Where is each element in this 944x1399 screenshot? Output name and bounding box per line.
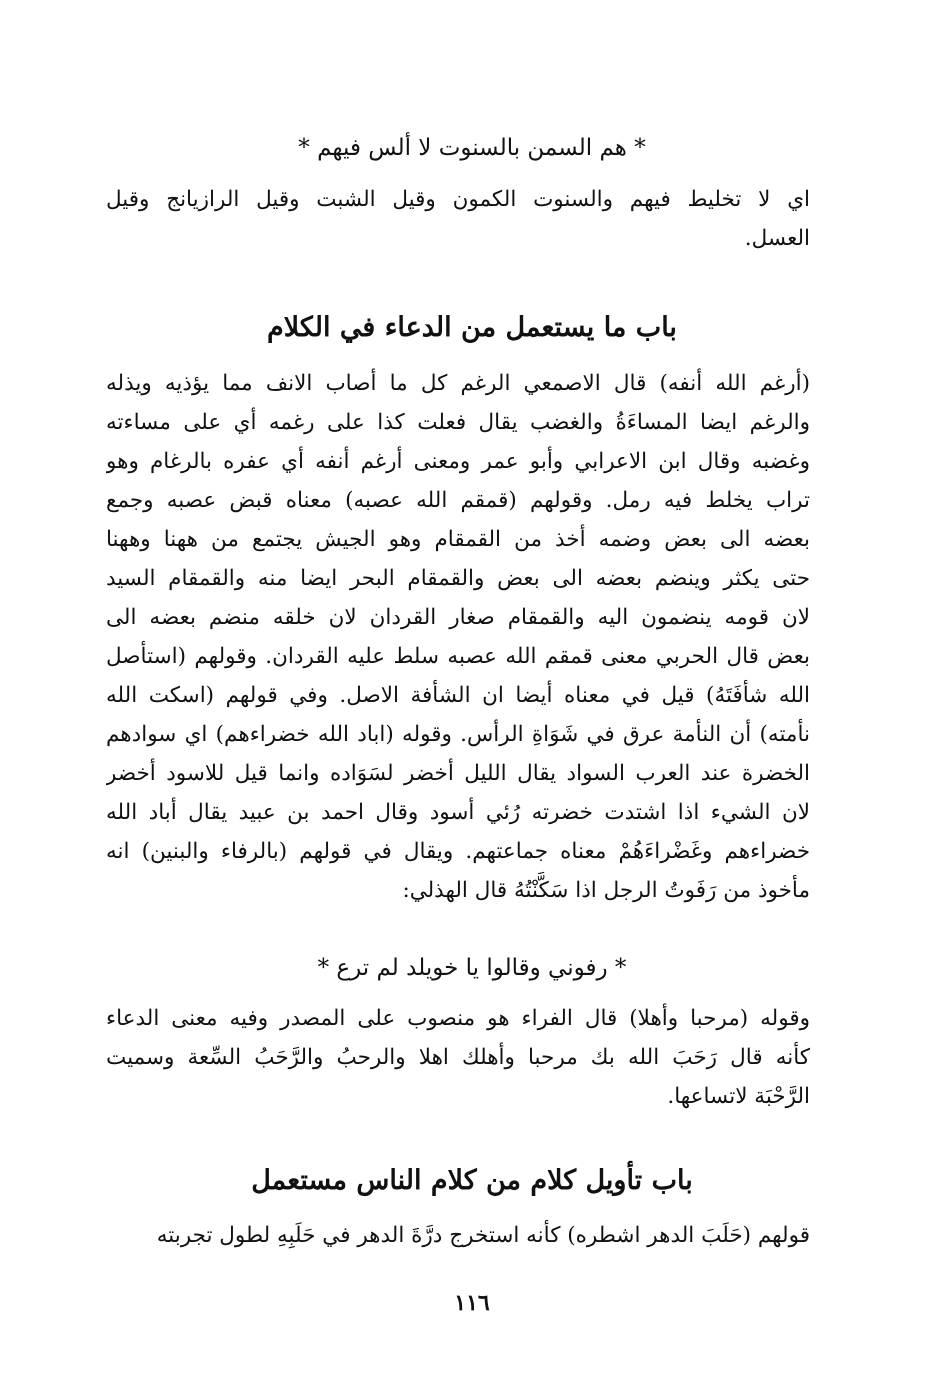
paragraph-2 (106, 364, 810, 910)
text-line: حتى يكثر وينضم بعضه الى بعض والقمقام البحر ايضا منه والقمقام السيد (106, 566, 810, 591)
text-line: تراب يخلط فيه رمل. وقولهم (قمقم الله عصبه) معناه قبض عصبه وجمع (106, 488, 810, 513)
text-line: بعض قال الحربي معنى قمقم الله عصبه سلط عليه القردان. وقولهم (استأصل (106, 644, 810, 669)
text-line: وغضبه وقال ابن الاعرابي وأبو عمر ومعنى أرغم أنفه أي عفره بالرغام وهو (106, 449, 810, 474)
text-line: لان قومه ينضمون اليه والقمقام صغار القردان لان خلقه منضم بعضه الى (106, 605, 810, 630)
text-line: اي لا تخليط فيهم والسنوت الكمون وقيل الشبت وقيل الرازيانج وقيل (106, 187, 810, 212)
section-heading-1: باب ما يستعمل من الدعاء في الكلام (267, 312, 677, 343)
text-line: كأنه قال رَحَبَ الله بك مرحبا وأهلك اهلا والرحبُ والرَّحَبُ السِّعة وسميت (106, 1045, 810, 1070)
paragraph-3 (106, 999, 810, 1116)
text-line: وقوله (مرحبا وأهلا) قال الفراء هو منصوب على المصدر وفيه معنى الدعاء (106, 1006, 810, 1031)
text-line: قولهم (حَلَبَ الدهر اشطره) كأنه استخرج درَّةَ الدهر في حَلَبِهِ لطول تجربته (156, 1223, 810, 1248)
text-line: مأخوذ من رَفَوتُ الرجل اذا سَكَّنْتُهُ قال الهذلي: (402, 878, 810, 903)
text-line: نأمته) أن النأمة عرق في شَوَاةِ الرأس. وقوله (اباد الله خضراءهم) اي سوادهم (106, 722, 810, 747)
text-line: والرغم ايضا المساءَةُ والغضب يقال فعلت كذا على رغمه أي على مساءته (106, 410, 810, 435)
text-line: لان الشيء اذا اشتدت خضرته رُئي أسود وقال احمد بن عبيد يقال أباد الله (106, 800, 810, 825)
text-line: بعضه الى بعض وضمه أخذ من القمقام وهو الجيش يجتمع من ههنا وههنا (106, 527, 810, 552)
paragraph-1 (106, 180, 810, 258)
page-number: ١١٦ (454, 1290, 490, 1316)
paragraph-4 (106, 1216, 810, 1255)
text-line: خضراءهم وغَضْراءَهُمْ معناه جماعتهم. ويقال في قولهم (بالرفاء والبنين) انه (106, 839, 810, 864)
text-line: العسل. (744, 226, 810, 251)
text-line: الرَّحْبَة لاتساعها. (667, 1084, 810, 1109)
text-line: (أرغم الله أنفه) قال الاصمعي الرغم كل ما أصاب الانف مما يؤذيه ويذله (106, 371, 810, 396)
verse-line-1: * هم السمن بالسنوت لا ألس فيهم * (298, 135, 646, 161)
verse-line-2: * رفوني وقالوا يا خويلد لم ترع * (317, 955, 627, 981)
text-line: الله شأفَتَهُ) قيل في معناه أيضا ان الشأفة الاصل. وفي قولهم (اسكت الله (106, 683, 810, 708)
section-heading-2: باب تأويل كلام من كلام الناس مستعمل (251, 1165, 693, 1196)
text-line: الخضرة عند العرب السواد يقال الليل أخضر لسَوَاده وانما قيل للاسود أخضر (106, 761, 810, 786)
